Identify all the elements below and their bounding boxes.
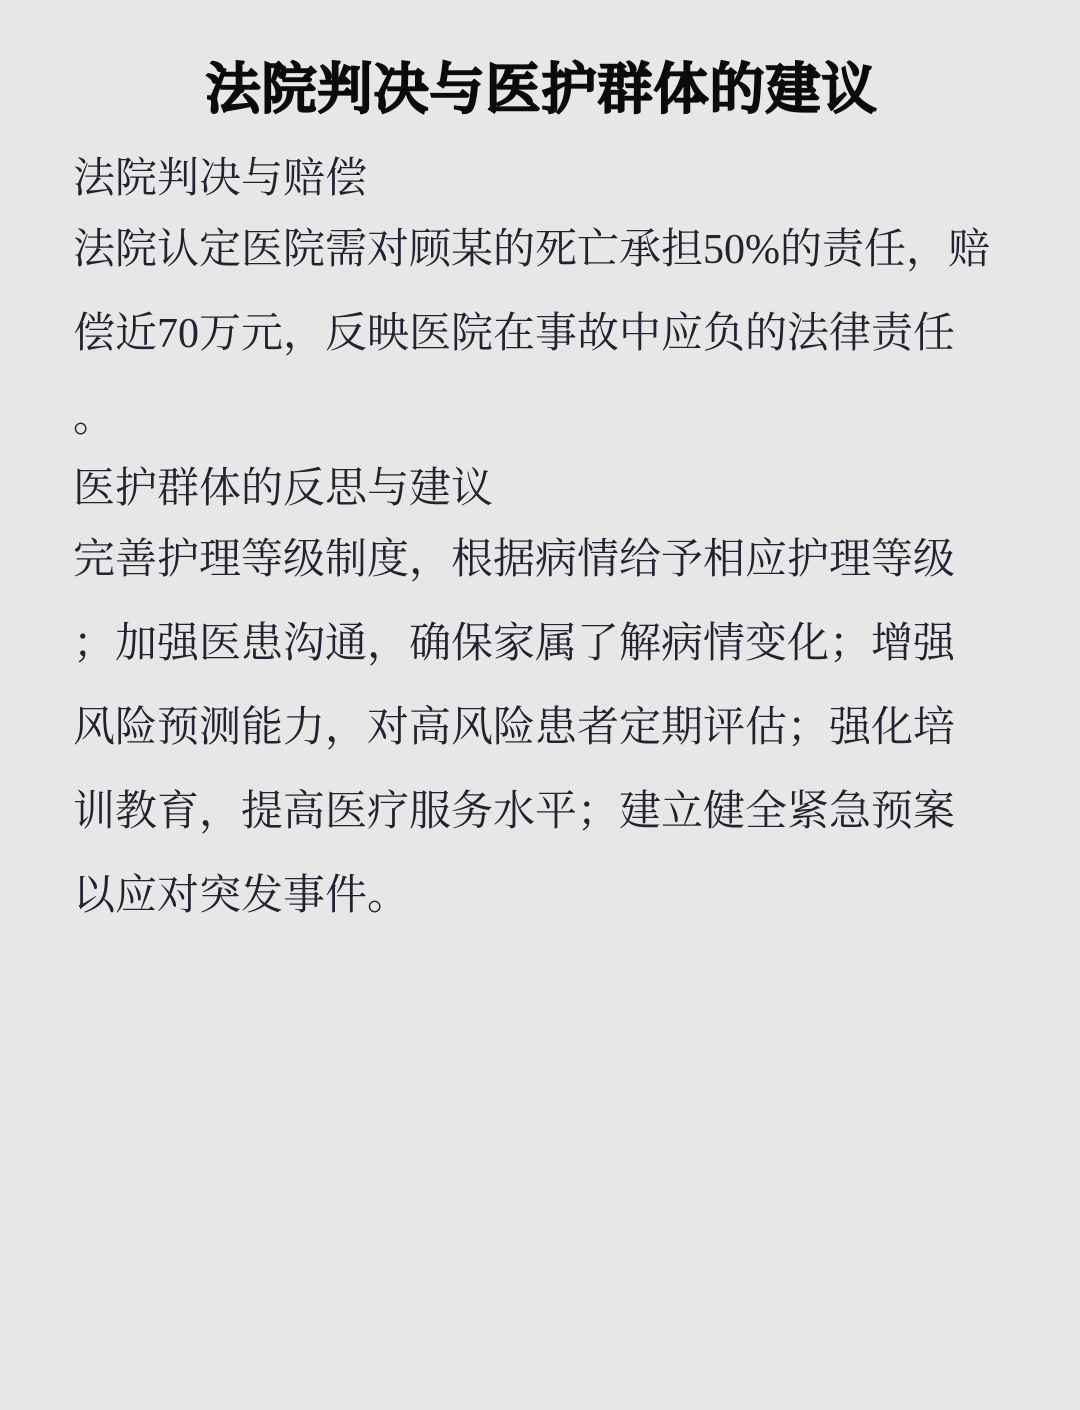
text-line: 以应对突发事件。 — [73, 873, 410, 919]
text-line: 训教育，提高医疗服务水平；建立健全紧急预案 — [73, 789, 956, 835]
section-heading: 医护群体的反思与建议 — [73, 466, 494, 512]
page-title: 法院判决与医护群体的建议 — [205, 58, 878, 120]
body-text — [73, 150, 1010, 938]
text-line: 完善护理等级制度，根据病情给予相应护理等级 — [73, 537, 956, 583]
text-line: 风险预测能力，对高风险患者定期评估；强化培 — [73, 705, 956, 751]
text-line: 偿近70万元，反映医院在事故中应负的法律责任 — [73, 311, 956, 357]
text-line: 法院认定医院需对顾某的死亡承担50%的责任，赔 — [73, 227, 990, 273]
text-line: 。 — [73, 395, 116, 441]
text-line: ；加强医患沟通，确保家属了解病情变化；增强 — [73, 621, 956, 667]
section-heading: 法院判决与赔偿 — [73, 156, 368, 202]
